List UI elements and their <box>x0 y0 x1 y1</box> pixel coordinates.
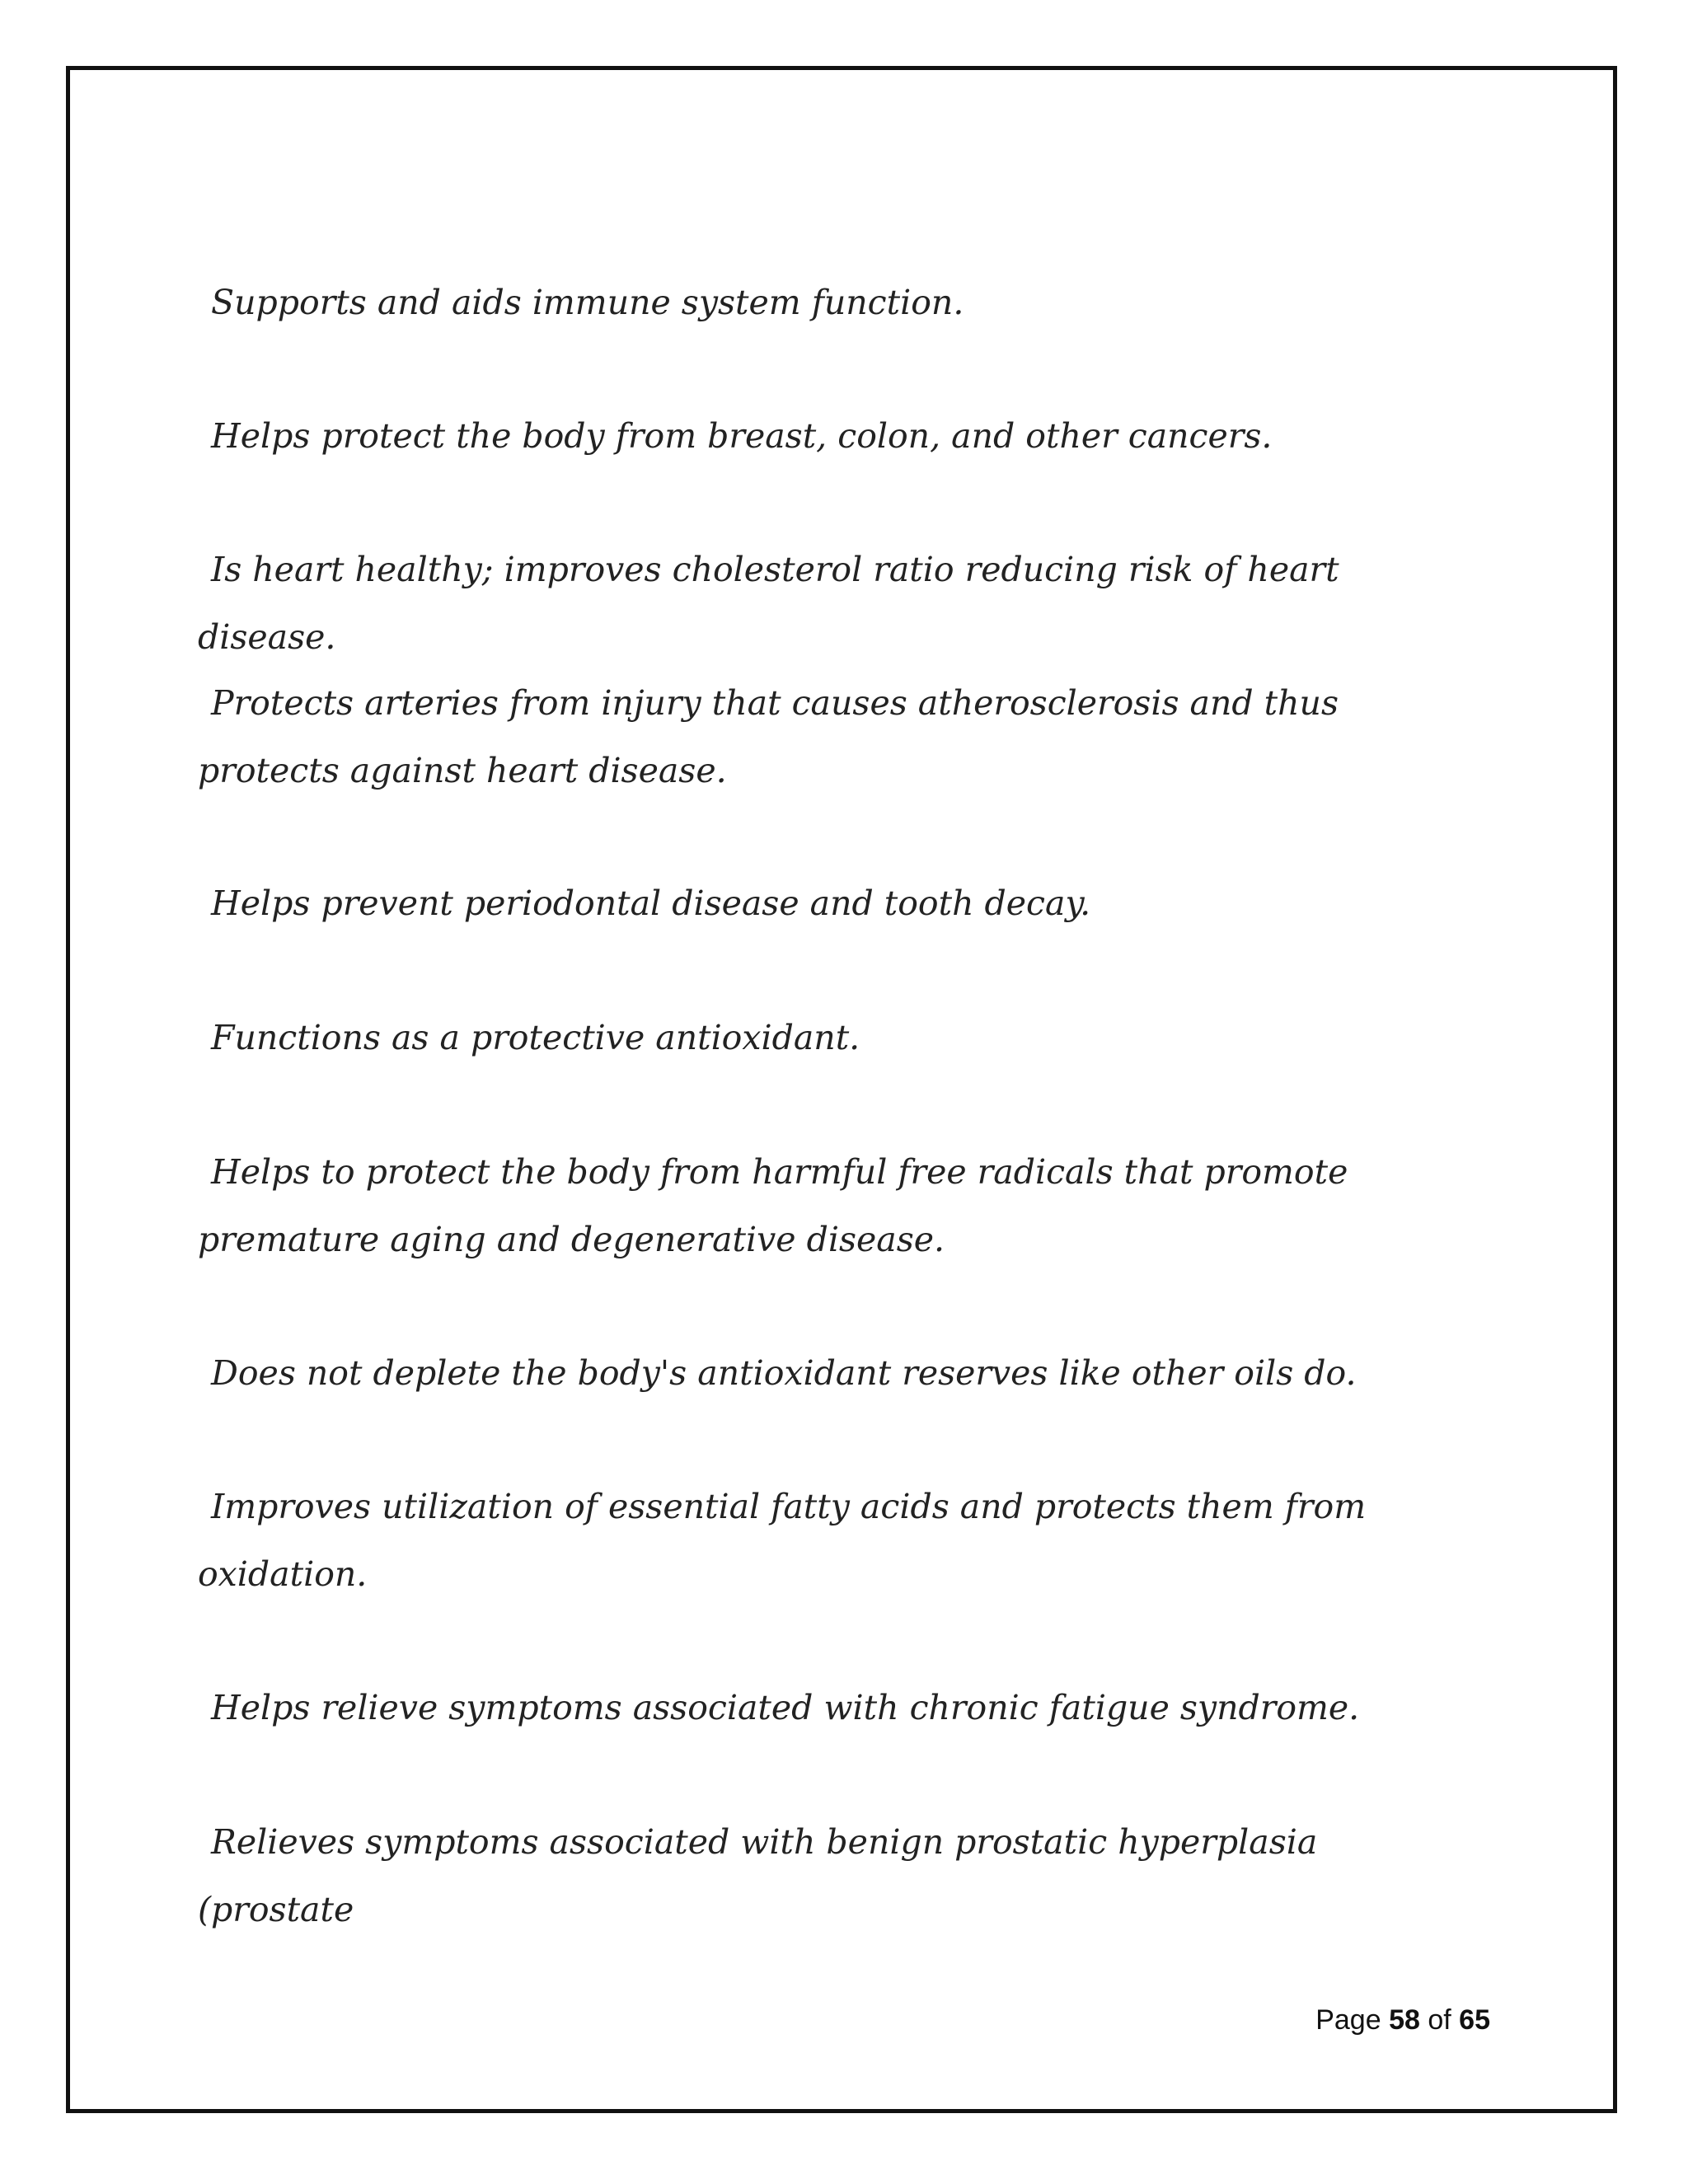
page-frame <box>66 66 1617 2113</box>
list-item: Protects arteries from injury that causes atherosclerosis and thus protects against heart disease. <box>198 683 1339 790</box>
list-item: Helps prevent periodontal disease and tooth decay. <box>211 883 1091 923</box>
current-page-number: 58 <box>1389 2004 1420 2036</box>
of-label: of <box>1428 2004 1451 2036</box>
total-pages-number: 65 <box>1459 2004 1490 2036</box>
list-item: Supports and aids immune system function. <box>211 283 964 322</box>
list-item: Helps to protect the body from harmful free radicals that promote premature aging and degenerative disease. <box>198 1152 1348 1259</box>
list-item: Functions as a protective antioxidant. <box>211 1018 860 1057</box>
page-label: Page <box>1315 2004 1381 2036</box>
list-item: Is heart healthy; improves cholesterol ratio reducing risk of heart disease. <box>198 550 1339 657</box>
list-item: Helps relieve symptoms associated with chronic fatigue syndrome. <box>211 1688 1360 1727</box>
page-number-footer <box>1315 2004 1490 2036</box>
list-item: Relieves symptoms associated with benign prostatic hyperplasia (prostate <box>198 1822 1318 1929</box>
list-item: Improves utilization of essential fatty acids and protects them from oxidation. <box>198 1487 1367 1594</box>
list-item: Does not deplete the body's antioxidant reserves like other oils do. <box>211 1353 1357 1393</box>
list-item: Helps protect the body from breast, colon, and other cancers. <box>211 416 1273 456</box>
